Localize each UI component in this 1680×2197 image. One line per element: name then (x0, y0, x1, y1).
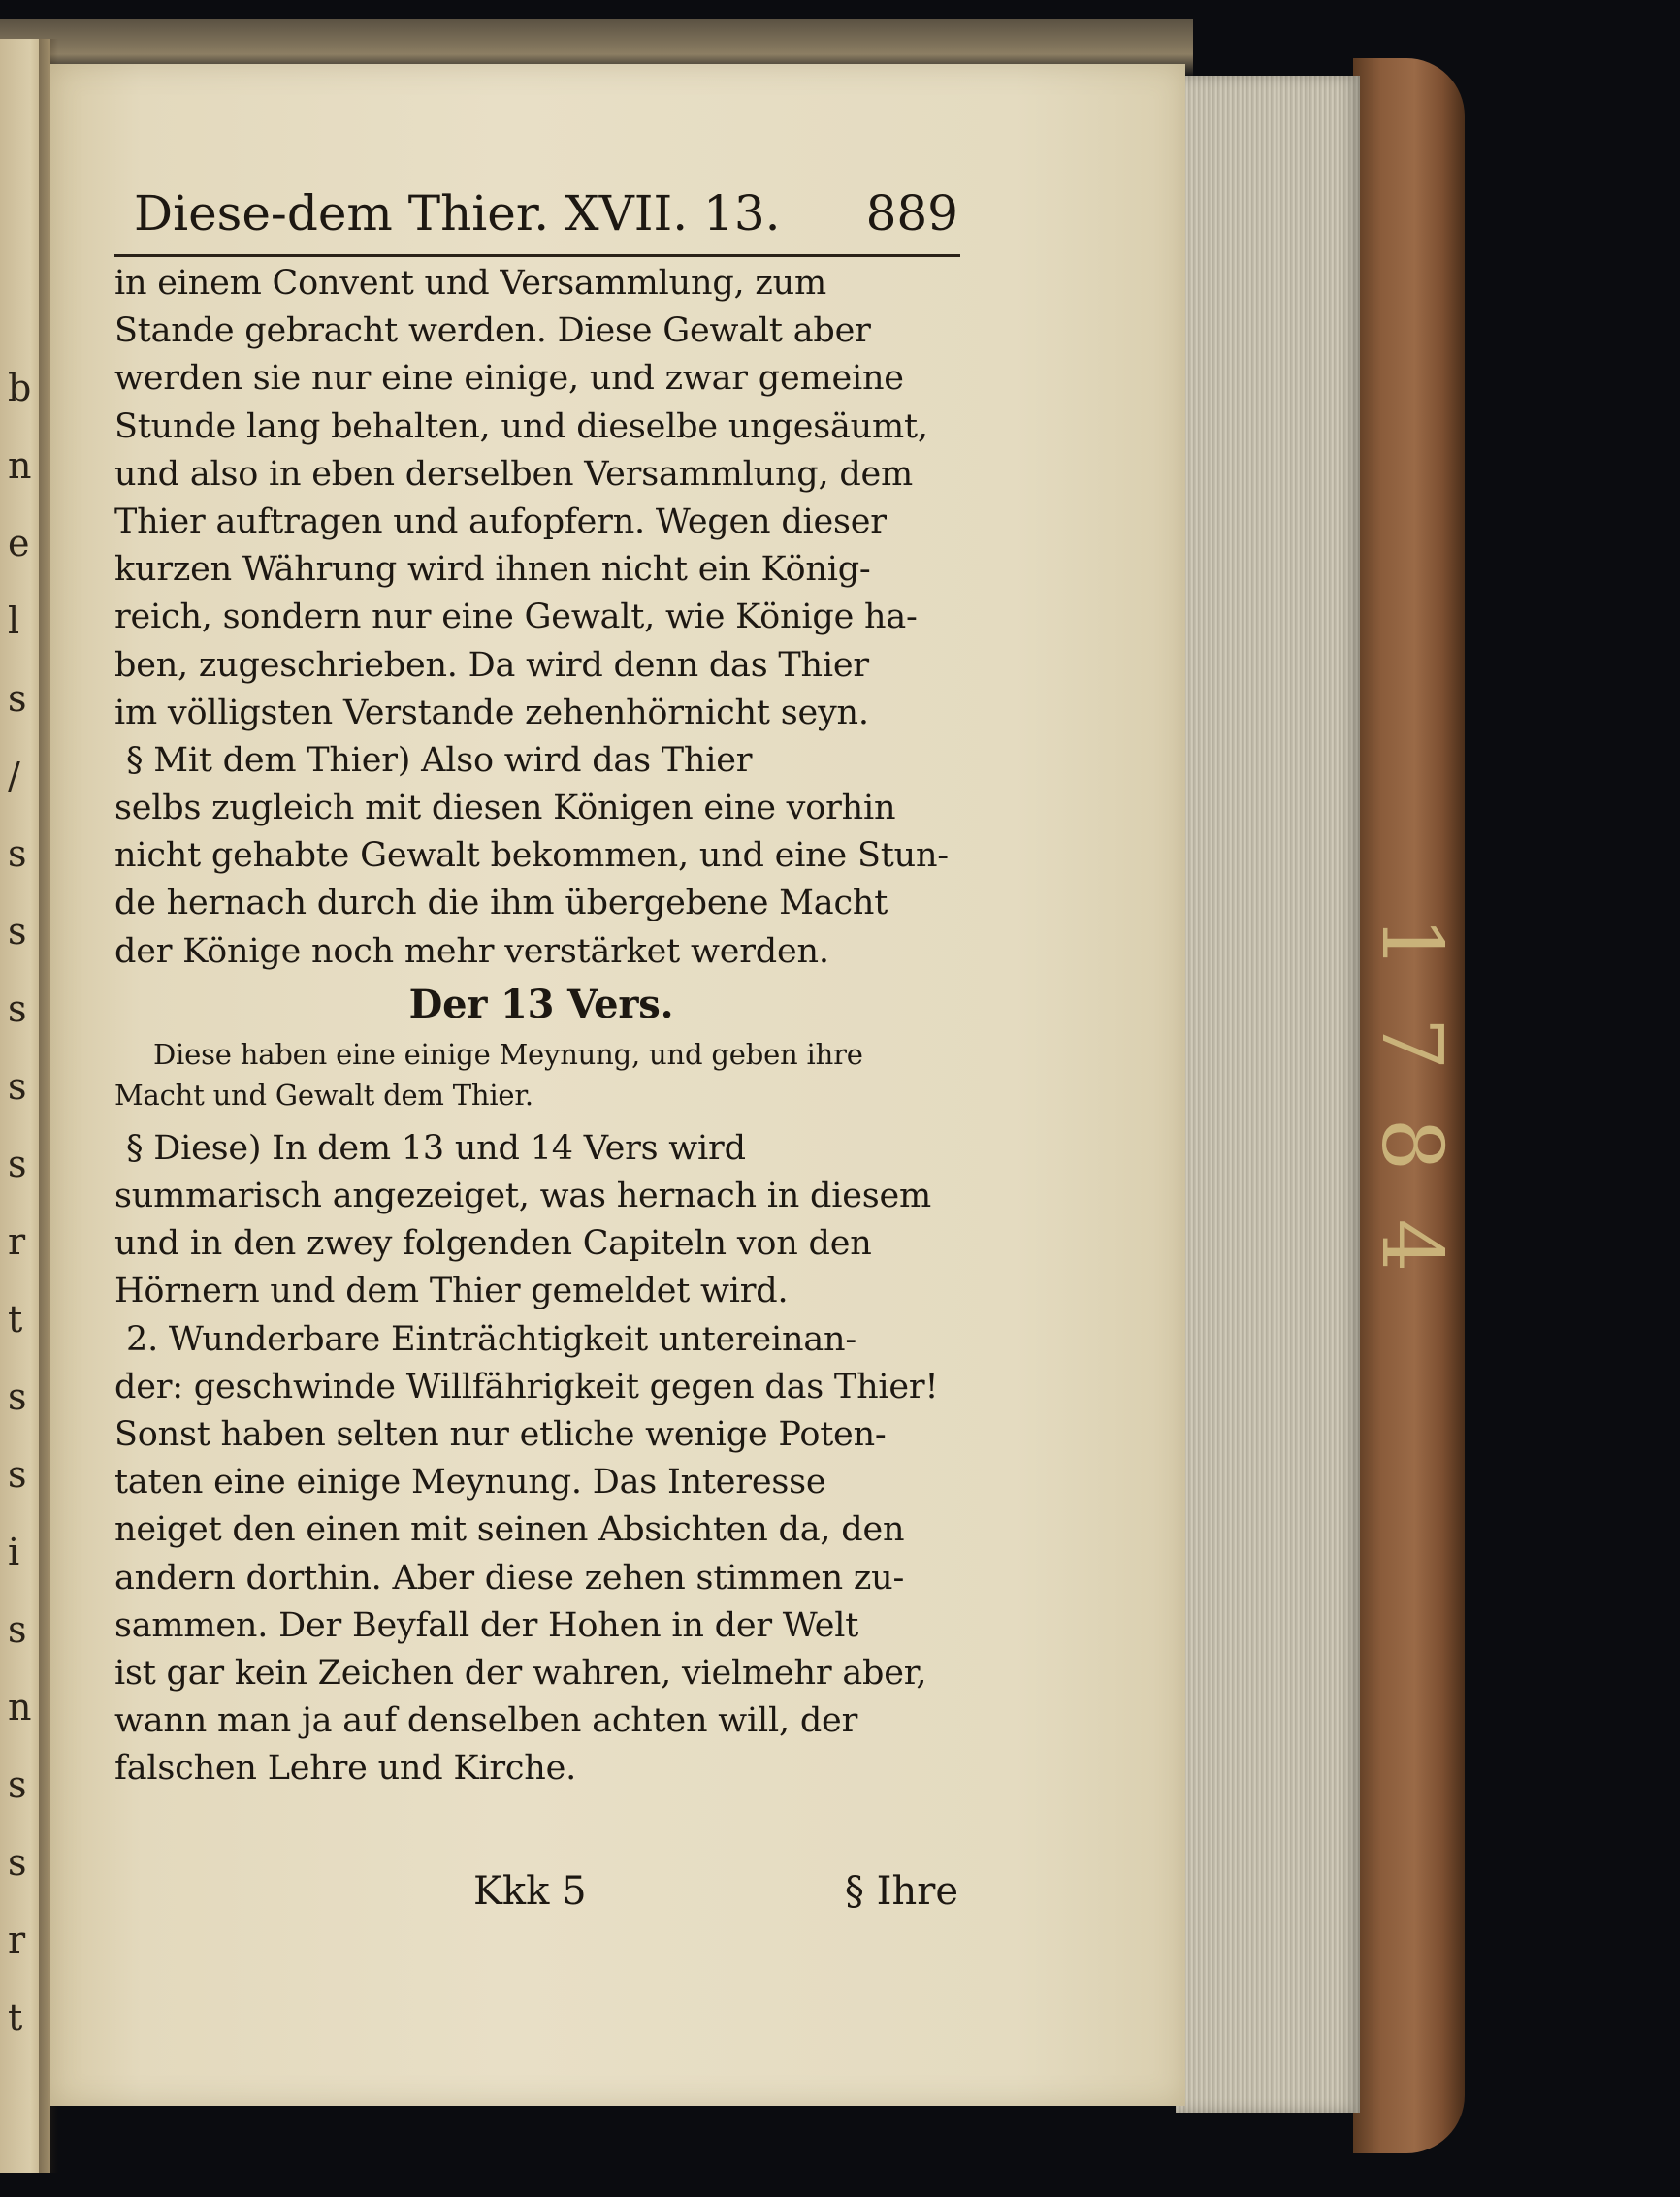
text-line: sammen. Der Beyfall der Hohen in der Welt (114, 1605, 859, 1645)
page-block-edges (1176, 76, 1360, 2113)
previous-page-letter: s (8, 1143, 27, 1185)
text-line: de hernach durch die ihm übergebene Macht (114, 884, 888, 923)
previous-page-letter: l (8, 599, 20, 642)
previous-page-letter: s (8, 1453, 27, 1496)
text-line: taten eine einige Meynung. Das Interesse (114, 1463, 826, 1502)
text-line: selbs zugleich mit diesen Königen eine vorhin (114, 789, 896, 828)
spine-digit: 8 (1363, 1117, 1460, 1172)
text-line: Sonst haben selten nur etliche wenige Poten- (114, 1414, 887, 1454)
text-line: und also in eben derselben Versammlung, dem (114, 454, 914, 494)
text-line: ist gar kein Zeichen der wahren, vielmehr aber, (114, 1653, 927, 1693)
text-line: im völligsten Verstande zehenhörnicht seyn. (114, 693, 869, 732)
previous-page-letter: s (8, 677, 27, 720)
page-number: 889 (865, 185, 958, 242)
previous-page-letter: s (8, 1608, 27, 1651)
previous-page-letter: s (8, 1841, 27, 1884)
text-line: summarisch angezeiget, was hernach in diesem (114, 1177, 932, 1215)
text-line: Stande gebracht werden. Diese Gewalt aber (114, 311, 871, 351)
previous-page-letter: s (8, 987, 27, 1030)
previous-page-letter: s (8, 910, 27, 953)
previous-page-letter: r (8, 1919, 26, 1961)
previous-page-letter: b (8, 367, 32, 409)
running-head (114, 179, 968, 247)
spine-digit: 7 (1363, 1017, 1460, 1071)
text-line: falschen Lehre und Kirche. (114, 1749, 577, 1789)
previous-page-letter: s (8, 832, 27, 875)
verse-text-line: Macht und Gewalt dem Thier. (114, 1078, 533, 1112)
text-line: Stunde lang behalten, und dieselbe ungesäumt, (114, 406, 928, 446)
text-block (114, 260, 968, 1793)
previous-page-letter: r (8, 1220, 26, 1263)
previous-page-letter: n (8, 1686, 32, 1729)
text-line: § Diese) In dem 13 und 14 Vers wird (126, 1128, 746, 1168)
previous-page-letter: n (8, 444, 32, 487)
spine-digit: 4 (1363, 1218, 1460, 1273)
verse-heading: Der 13 Vers. (408, 981, 674, 1027)
text-line: ben, zugeschrieben. Da wird denn das Thier (114, 645, 869, 685)
text-line: Hörnern und dem Thier gemeldet wird. (114, 1272, 789, 1311)
previous-page-letter: e (8, 522, 30, 565)
text-line: § Mit dem Thier) Also wird das Thier (126, 740, 753, 780)
header-rule (114, 254, 960, 257)
previous-page-letter: i (8, 1531, 20, 1573)
text-line: und in den zwey folgenden Capiteln von den (114, 1224, 872, 1264)
text-line: werden sie nur eine einige, und zwar gemeine (114, 359, 904, 399)
spine-label (1363, 892, 1460, 1296)
text-line: der: geschwinde Willfährigkeit gegen das Thier! (114, 1367, 939, 1406)
text-line: reich, sondern nur eine Gewalt, wie Könige ha- (114, 598, 918, 637)
previous-page-letter: / (8, 755, 20, 797)
page-footer (114, 1862, 968, 1921)
text-line: 2. Wunderbare Einträchtigkeit untereinan- (126, 1319, 856, 1359)
text-line: Thier auftragen und aufopfern. Wegen dieser (114, 501, 887, 541)
text-line: neiget den einen mit seinen Absichten da, den (114, 1510, 905, 1550)
previous-page-letter: s (8, 1375, 27, 1418)
text-line: andern dorthin. Aber diese zehen stimmen zu- (114, 1558, 905, 1598)
previous-page-letter: s (8, 1065, 27, 1108)
background (1457, 39, 1680, 2197)
running-title: Diese-dem Thier. XVII. 13. (134, 185, 781, 242)
text-line: der Könige noch mehr verstärket werden. (114, 931, 829, 971)
previous-page-letter: t (8, 1996, 23, 2039)
text-line: in einem Convent und Versammlung, zum (114, 264, 826, 303)
text-line: kurzen Währung wird ihnen nicht ein König- (114, 550, 871, 590)
previous-page-letter: t (8, 1298, 23, 1341)
catchword: § Ihre (844, 1869, 958, 1914)
text-line: nicht gehabte Gewalt bekommen, und eine Stun- (114, 836, 949, 876)
signature-mark: Kkk 5 (473, 1869, 587, 1914)
text-line: wann man ja auf denselben achten will, der (114, 1701, 858, 1741)
verse-text-line: Diese haben eine einige Meynung, und geben ihre (153, 1037, 863, 1071)
previous-page-letter: s (8, 1763, 27, 1806)
spine-digit: 1 (1363, 916, 1460, 970)
